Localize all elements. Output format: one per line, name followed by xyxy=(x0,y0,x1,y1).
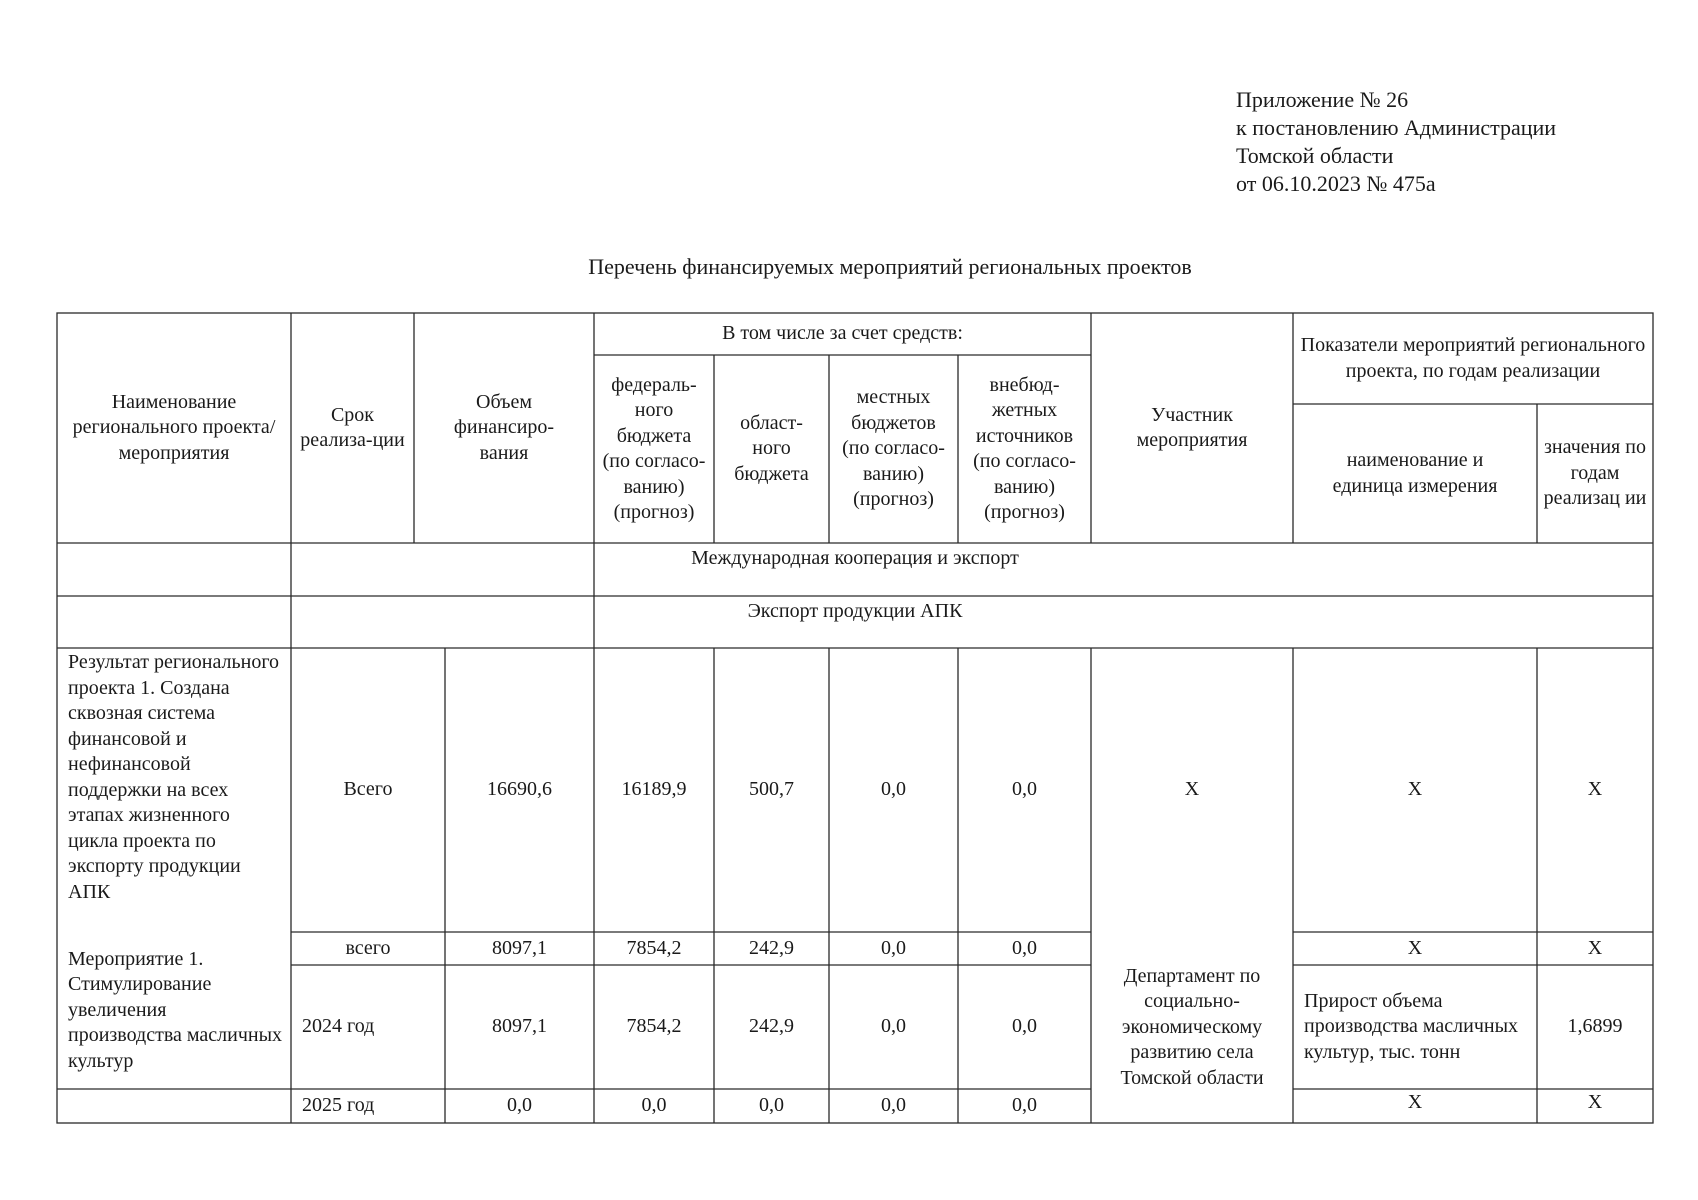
activity-row-0-indicator-name: Х xyxy=(1407,936,1423,959)
activity-row-0-federal: 7854,2 xyxy=(626,936,682,959)
activity-row-1-indicator-value: 1,6899 xyxy=(1567,1015,1623,1038)
activity-row-0-extra: 0,0 xyxy=(1012,936,1037,959)
result-extra: 0,0 xyxy=(1012,778,1037,801)
header-including: В том числе за счет средств: xyxy=(722,322,963,345)
header-regional: област-ного бюджета xyxy=(734,411,809,485)
header-volume: Объем финансиро-вания xyxy=(453,390,555,464)
activity-row-2-local: 0,0 xyxy=(881,1094,906,1117)
result-participant: Х xyxy=(1184,778,1200,801)
activity-row-1-volume: 8097,1 xyxy=(492,1015,547,1038)
result-local: 0,0 xyxy=(881,778,906,801)
header-indicator-name: наименование и единица измерения xyxy=(1332,449,1498,497)
activity-row-0-volume: 8097,1 xyxy=(492,936,547,959)
activity-row-0-regional: 242,9 xyxy=(749,936,794,959)
result-indicator-value: Х xyxy=(1587,778,1603,801)
activity-row-0-term: всего xyxy=(345,936,391,959)
header-indicator-values: значения по годам реализац ии xyxy=(1543,436,1647,510)
activity-row-1-regional: 242,9 xyxy=(749,1015,794,1038)
document-title: Перечень финансируемых мероприятий региональных проектов xyxy=(588,254,1192,279)
activity-row-2-federal: 0,0 xyxy=(641,1094,667,1117)
header-term: Срок реализа-ции xyxy=(300,403,405,451)
activity-row-1-local: 0,0 xyxy=(881,1015,906,1038)
activity-row-1-extra: 0,0 xyxy=(1012,1015,1037,1038)
activity-participant: Департамент по социально-экономическому развитию села Томской области xyxy=(1120,964,1264,1089)
header-extra: внебюд-жетных источников (по согласо-ванию) (прогноз) xyxy=(973,373,1076,523)
result-term: Всего xyxy=(343,778,393,801)
header-local: местных бюджетов (по согласо-ванию) (прогноз) xyxy=(842,386,945,511)
result-volume: 16690,6 xyxy=(487,778,552,801)
activity-row-2-term: 2025 год xyxy=(302,1094,375,1117)
approval-line-1: Приложение № 26 xyxy=(1236,87,1409,112)
activity-row-1-federal: 7854,2 xyxy=(626,1015,682,1038)
approval-line-4: от 06.10.2023 № 475а xyxy=(1236,171,1436,196)
activity-row-0-indicator-value: Х xyxy=(1587,936,1603,959)
activity-row-2-extra: 0,0 xyxy=(1012,1094,1037,1117)
activity-row-1-term: 2024 год xyxy=(302,1015,375,1038)
activity-row-1-indicator-name: Прирост объема производства масличных культур, тыс. тонн xyxy=(1304,989,1519,1063)
activity-row-2-volume: 0,0 xyxy=(507,1094,532,1117)
activity-row-2-regional: 0,0 xyxy=(759,1094,784,1117)
result-regional: 500,7 xyxy=(749,778,794,801)
section-row-2: Экспорт продукции АПК xyxy=(747,600,963,622)
approval-line-3: Томской области xyxy=(1236,143,1394,168)
approval-line-2: к постановлению Администрации xyxy=(1236,115,1557,140)
header-federal: федераль-ного бюджета (по согласо-ванию) (прогноз) xyxy=(602,373,706,523)
header-participant: Участник мероприятия xyxy=(1136,403,1248,451)
header-indicators: Показатели мероприятий регионального проекта, по годам реализации xyxy=(1300,334,1646,382)
activity-row-2-indicator-value: Х xyxy=(1587,1091,1603,1113)
section-row-1: Международная кооперация и экспорт xyxy=(691,547,1019,569)
result-name: Результат регионального проекта 1. Создана сквозная система финансовой и нефинансовой поддержки на всех этапах жизненного цикла проекта по экспорту продукции АПК xyxy=(68,651,280,903)
result-federal: 16189,9 xyxy=(621,778,687,801)
result-indicator-name: Х xyxy=(1407,778,1423,801)
header-name: Наименование регионального проекта/мероприятия xyxy=(72,390,276,464)
activity-row-0-local: 0,0 xyxy=(881,936,906,959)
activity-row-2-indicator-name: Х xyxy=(1407,1091,1423,1113)
activity-name: Мероприятие 1. Стимулирование увеличения производства масличных культур xyxy=(68,947,283,1072)
